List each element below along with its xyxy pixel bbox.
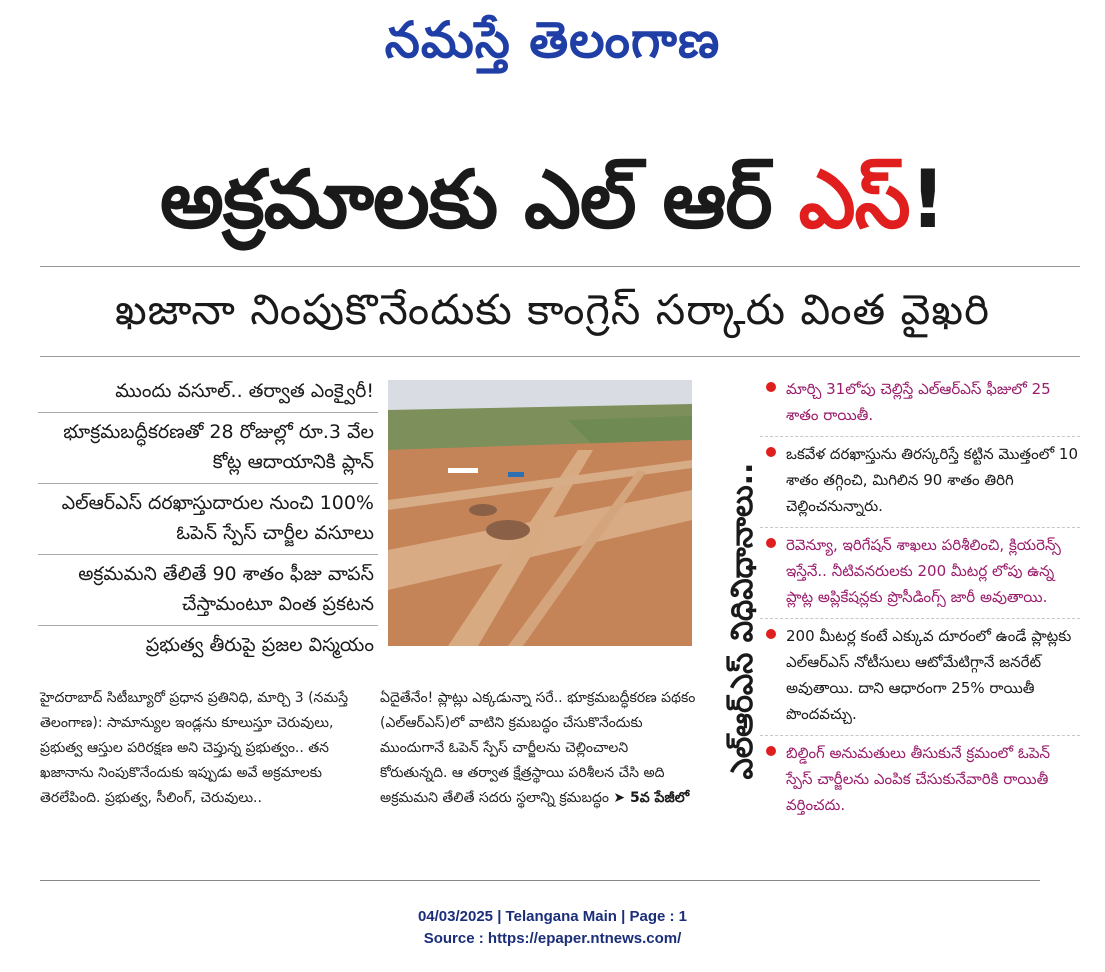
rule-text: రెవెన్యూ, ఇరిగేషన్ శాఖలు పరిశీలించి, క్లియరెన్స్ ఇస్తేనే.. నీటివనరులకు 200 మీటర్ల లోపు ఉన్న ప్లాట్ల అప్లికేషన్లకు ప్రొసీడింగ్స్ జారీ అవుతాయి. (786, 536, 1061, 606)
bullet-dot-icon (766, 382, 776, 392)
headline-accent: ఎస్ (798, 153, 910, 246)
bullet-dot-icon (766, 447, 776, 457)
rule-item (760, 372, 1080, 437)
rule-text: బిల్డింగ్ అనుమతులు తీసుకునే క్రమంలో ఓపెన్ స్పేస్ చార్జీలను ఎంపిక చేసుకునేవారికి రాయితీ వర్తించదు. (786, 744, 1051, 814)
headline-tail: ! (909, 153, 946, 246)
divider-top (40, 266, 1080, 267)
page-ref-label: 5వ పేజీలో (629, 790, 690, 806)
subheadline: ఖజానా నింపుకొనేందుకు కాంగ్రెస్ సర్కారు వింత వైఖరి (114, 285, 991, 334)
left-highlights (38, 372, 378, 666)
land-photo (388, 380, 692, 646)
bullet-dot-icon (766, 746, 776, 756)
page-footer (0, 906, 1105, 950)
rule-text: మార్చి 31లోపు చెల్లిస్తే ఎల్ఆర్ఎస్ ఫీజులో 25 శాతం రాయితీ. (786, 380, 1051, 424)
highlight-item: ముందు వసూల్.. తర్వాత ఎంక్వైరీ! (38, 372, 378, 413)
rule-item (760, 736, 1080, 826)
rule-text: 200 మీటర్ల కంటే ఎక్కువ దూరంలో ఉండే ప్లాట్లకు ఎల్ఆర్ఎస్ నోటీసులు ఆటోమేటిగ్గానే జనరేట్ అవుతాయి. దాని ఆధారంగా 25% రాయితీ పొందవచ్చు. (786, 627, 1072, 723)
middle-body-paragraph: ఏదైతేనేం! ప్లాట్లు ఎక్కడున్నా సరే.. భూక్రమబద్ధీకరణ పథకం (ఎల్ఆర్ఎస్)లో వాటిని క్రమబద్ధం చేసుకొనేందుకు ముందుగానే ఓపెన్ స్పేస్ చార్జీలను చెల్లించాలని కోరుతున్నది. ఆ తర్వాత క్షేత్రస్థాయి పరిశీలన చేసి అది అక్రమమని తేలితే సదరు స్థలాన్ని క్రమబద్ధం (380, 690, 696, 806)
highlight-item: అక్రమమని తేలితే 90 శాతం ఫీజు వాపస్ చేస్తామంటూ వింత ప్రకటన (38, 555, 378, 626)
headline-main: అక్రమాలకు ఎల్ ఆర్ (159, 153, 772, 246)
footer-source-link[interactable]: Source : https://epaper.ntnews.com/ (423, 930, 682, 947)
vertical-label: ఎల్ఆర్ఎస్ విధివిధానాలు.. (725, 462, 760, 780)
footer-date-edition: 04/03/2025 | Telangana Main | Page : 1 (417, 908, 688, 925)
divider-sub (40, 356, 1080, 357)
land-photo-image (388, 380, 692, 646)
middle-body-text (380, 686, 700, 811)
masthead-logo: నమస్తే తెలంగాణ (384, 10, 721, 69)
divider-bottom (40, 880, 1040, 881)
highlight-item: ప్రభుత్వ తీరుపై ప్రజల విస్మయం (145, 634, 374, 656)
bullet-dot-icon (766, 629, 776, 639)
bullet-dot-icon (766, 538, 776, 548)
rule-text: ఒకవేళ దరఖాస్తును తిరస్కరిస్తే కట్టిన మొత్తంలో 10 శాతం తగ్గించి, మిగిలిన 90 శాతం తిరిగి చెల్లించనున్నారు. (786, 445, 1078, 515)
rule-item (760, 619, 1080, 736)
page-headline (0, 145, 1105, 255)
rule-item (760, 528, 1080, 619)
highlight-item: భూక్రమబద్ధీకరణతో 28 రోజుల్లో రూ.3 వేల కోట్ల ఆదాయానికి ప్లాన్ (38, 413, 378, 484)
highlight-item: ఎల్ఆర్ఎస్ దరఖాస్తుదారుల నుంచి 100% ఓపెన్ స్పేస్ చార్జీల వసూలు (38, 484, 378, 555)
right-rules-list (760, 372, 1080, 826)
left-body-text: హైదరాబాద్ సిటీబ్యూరో ప్రధాన ప్రతినిధి, మార్చి 3 (నమస్తే తెలంగాణ): సామాన్యుల ఇండ్లను కూలుస్తూ చెరువులు, ప్రభుత్వ ఆస్తుల పరిరక్షణ అని చెప్తున్న ప్రభుత్వం.. తన ఖజానాను నింపుకొనేందుకు ఇప్పుడు అవే అక్రమాలకు తెరలేపింది. ప్రభుత్వ, సీలింగ్, చెరువులు.. (40, 690, 349, 806)
rule-item (760, 437, 1080, 528)
continued-page-link[interactable]: ➤ 5వ పేజీలో (613, 790, 690, 806)
